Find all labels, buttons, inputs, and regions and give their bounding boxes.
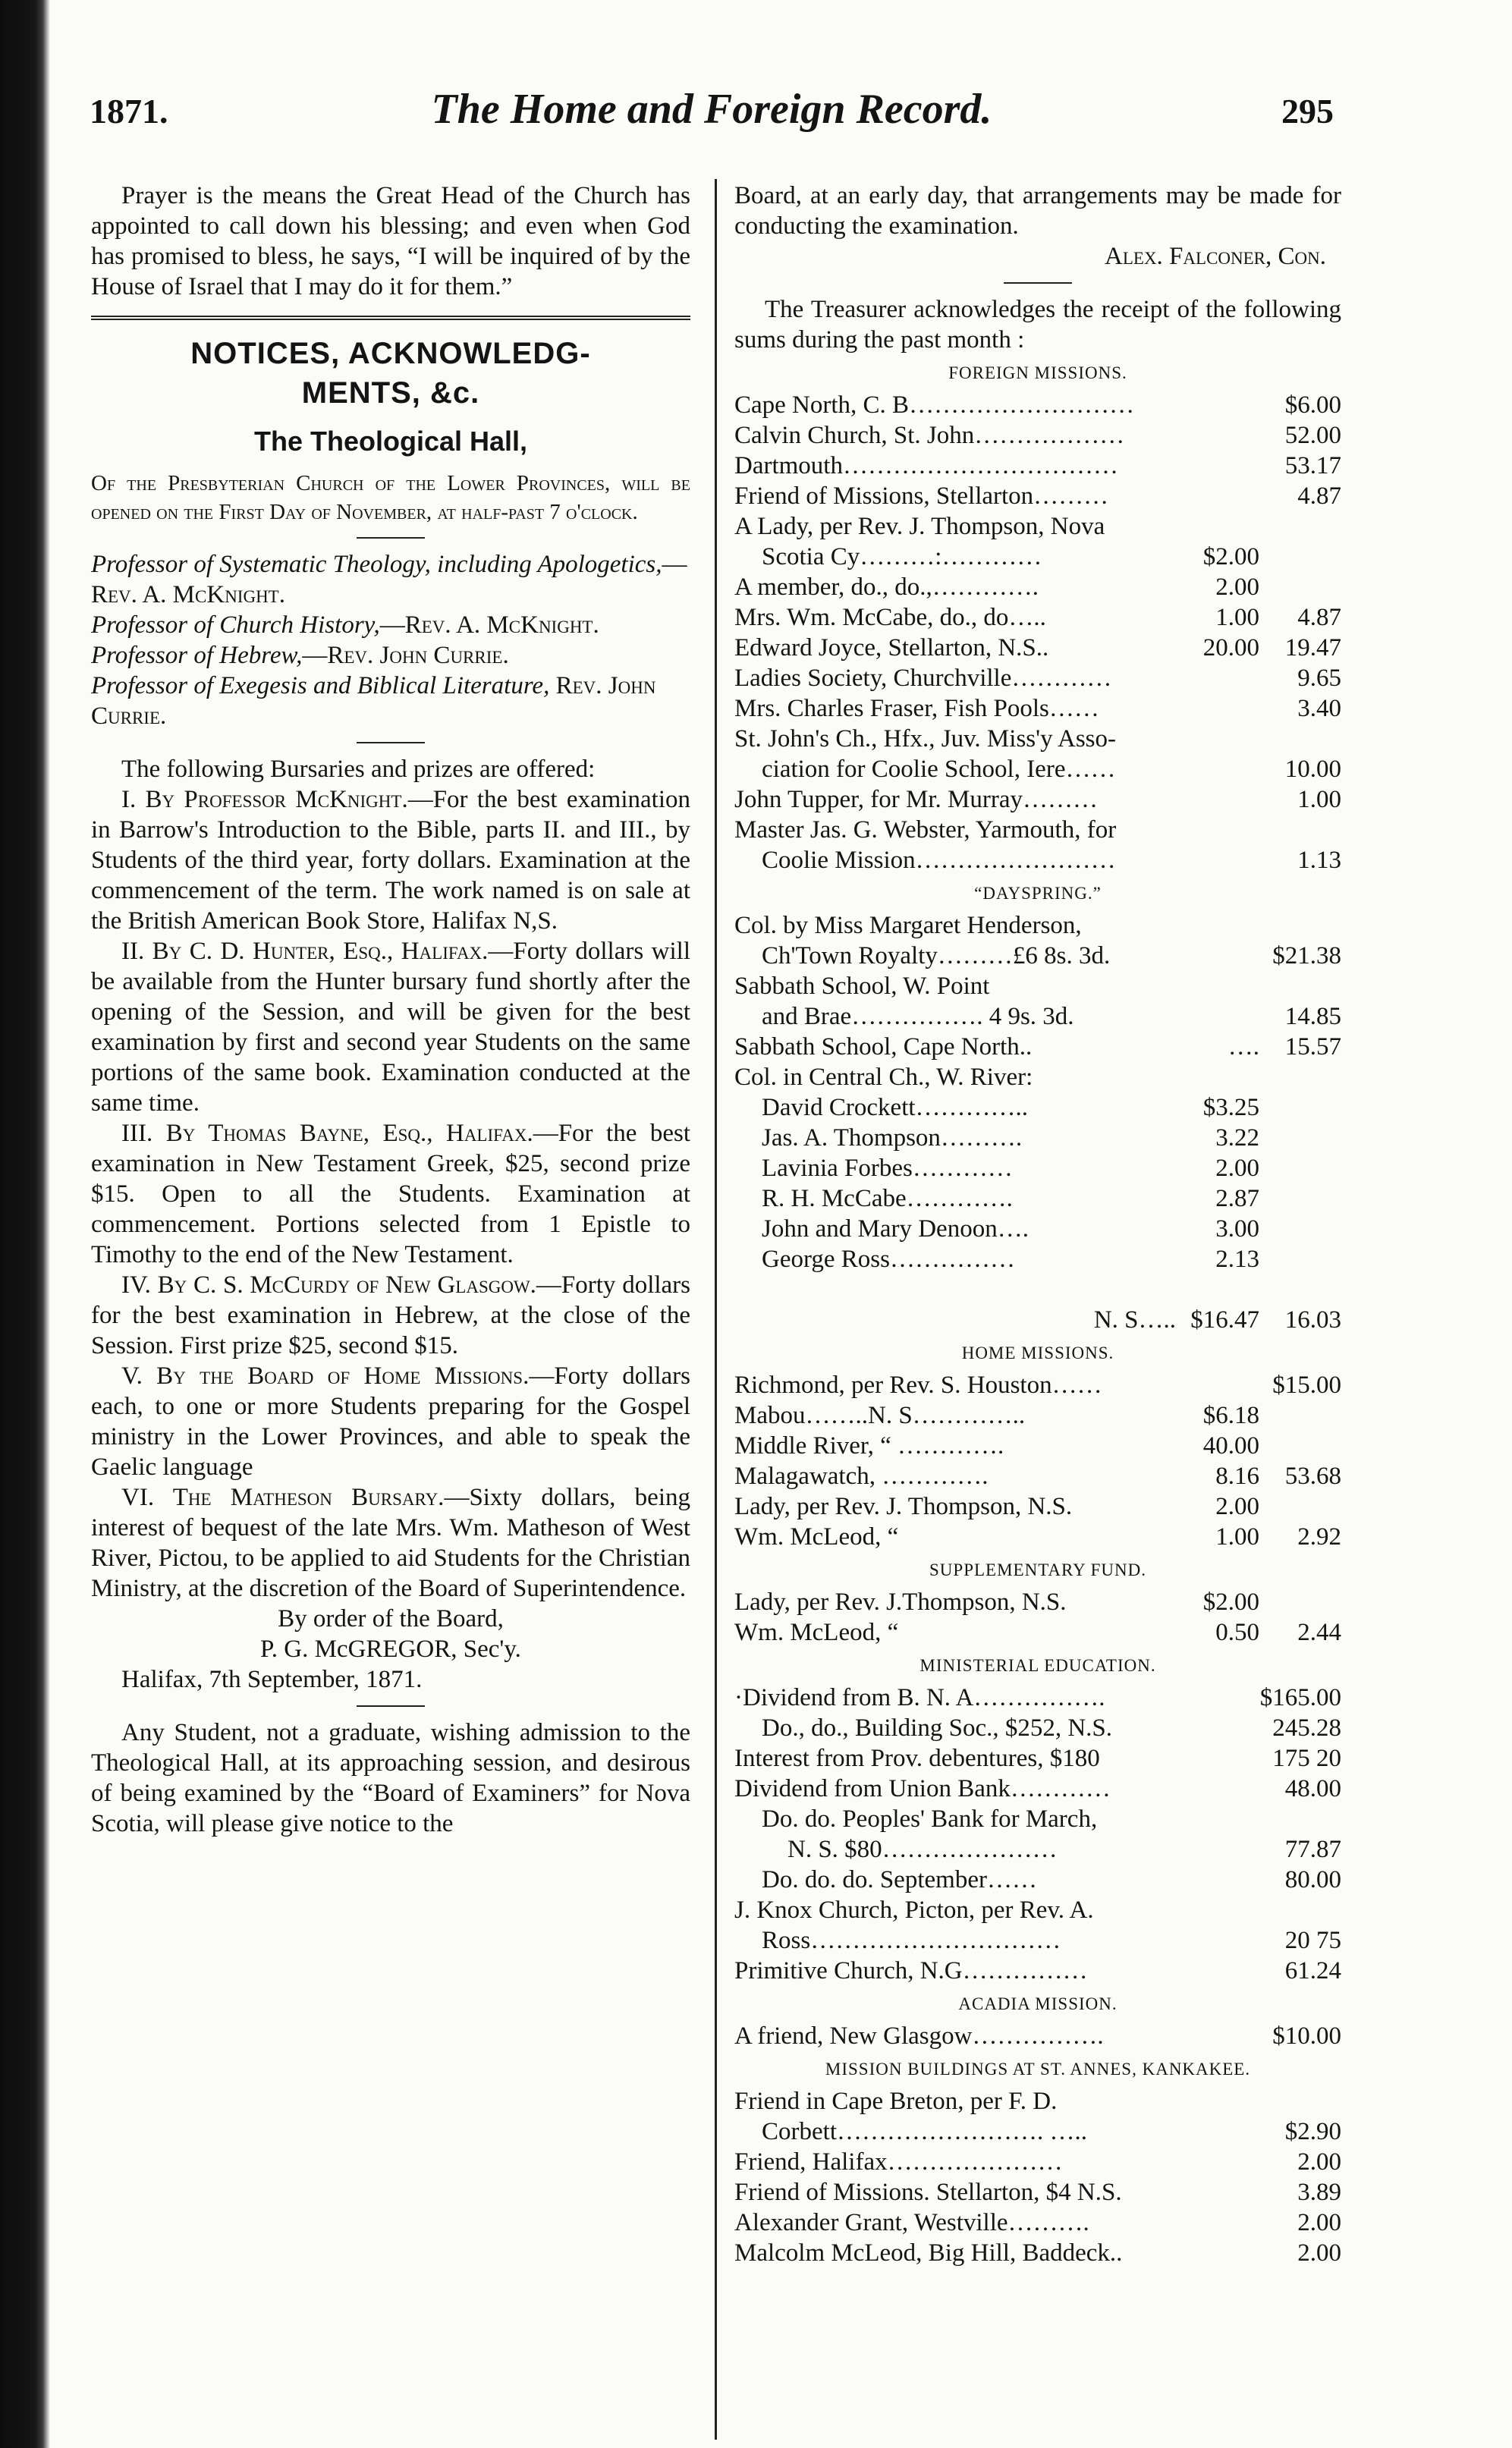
entry-description: Lavinia Forbes………… (762, 1155, 1013, 1182)
ledger-acadia (734, 2021, 1341, 2051)
section-heading-home: HOME MISSIONS. (961, 1343, 1114, 1362)
entry-total: 2.44 (1297, 1619, 1341, 1646)
entry-description: Richmond, per Rev. S. Houston…… (734, 1372, 1102, 1399)
ledger-entry (734, 941, 1341, 971)
entry-description: Lady, per Rev. J. Thompson, N.S. (734, 1493, 1073, 1520)
ledger-entry (734, 2021, 1341, 2051)
ledger-entry (734, 693, 1341, 724)
entry-total: $2.90 (1284, 2118, 1341, 2145)
entry-total: 245.28 (1272, 1714, 1341, 1742)
entry-total: 52.00 (1284, 422, 1341, 449)
ledger-entry (734, 1370, 1341, 1400)
entry-total: 20 75 (1284, 1927, 1341, 1954)
entry-total: 10.00 (1284, 756, 1341, 783)
professor-3: Professor of Hebrew,—Rev. John Currie. (91, 642, 509, 669)
ledger-entry (734, 1587, 1341, 1617)
entry-description: Calvin Church, St. John……………… (734, 422, 1125, 449)
entry-total: 19.47 (1284, 634, 1341, 661)
entry-description: J. Knox Church, Picton, per Rev. A. (734, 1896, 1094, 1924)
ledger-entry (734, 2116, 1341, 2147)
hall-title: The Theological Hall, (253, 426, 528, 457)
ledger-entry (734, 1092, 1341, 1123)
ledger-entry (734, 1895, 1341, 1925)
professor-4: Professor of Exegesis and Biblical Literature, Rev. John Currie. (91, 672, 656, 730)
entry-description: Col. in Central Ch., W. River: (734, 1064, 1033, 1091)
entry-description: Malagawatch, …………. (734, 1463, 989, 1490)
entry-description: Friend of Missions, Stellarton……… (734, 482, 1109, 510)
ledger-entry (734, 1925, 1341, 1956)
entry-description: Master Jas. G. Webster, Yarmouth, for (734, 816, 1117, 844)
entry-total: 2.92 (1297, 1523, 1341, 1551)
ledger-foreign (734, 390, 1341, 875)
entry-amount: $2.00 (1202, 543, 1259, 570)
left-column (91, 181, 690, 1839)
ledger-entry (734, 815, 1341, 845)
short-rule (357, 537, 425, 539)
ns-total-amount: $16.47 (1190, 1306, 1259, 1334)
notices-heading-line2: MENTS, &c. (301, 376, 480, 410)
ledger-entry (734, 481, 1341, 511)
header-year: 1871. (90, 92, 168, 130)
entry-total: 3.89 (1297, 2179, 1341, 2206)
entry-total: 4.87 (1297, 482, 1341, 510)
treasurer-note: The Treasurer acknowledges the receipt of the following sums during the past month : (734, 296, 1341, 354)
entry-total: $21.38 (1272, 942, 1341, 969)
page-number: 295 (1281, 92, 1334, 130)
ledger-entry (734, 1522, 1341, 1552)
ledger-entry (734, 1153, 1341, 1183)
entry-amount: 3.22 (1215, 1124, 1259, 1152)
entry-description: Friend in Cape Breton, per F. D. (734, 2088, 1058, 2115)
ledger-entry (734, 602, 1341, 633)
hall-opening-notice: Of the Presbyterian Church of the Lower Provinces, will be opened on the First Day of November, at half-past 7 o'clock. (91, 471, 690, 524)
entry-total: $165.00 (1259, 1684, 1341, 1711)
column-divider (715, 179, 717, 2440)
entry-description: A member, do., do.,…………. (734, 574, 1039, 601)
entry-description: Ch'Town Royalty………£6 8s. 3d. (762, 942, 1111, 969)
entry-total: 1.13 (1297, 847, 1341, 874)
professor-2: Professor of Church History,—Rev. A. McKnight. (91, 611, 599, 639)
entry-total: $15.00 (1272, 1372, 1341, 1399)
entry-amount: 8.16 (1215, 1463, 1259, 1490)
entry-description: Wm. McLeod, “ (734, 1523, 899, 1551)
entry-amount: 3.00 (1215, 1215, 1259, 1243)
ledger-entry (734, 1713, 1341, 1743)
entry-total: 53.17 (1284, 452, 1341, 479)
entry-amount: 2.87 (1215, 1185, 1259, 1212)
ledger-entry (734, 663, 1341, 693)
entry-description: Do., do., Building Soc., $252, N.S. (762, 1714, 1113, 1742)
notices-heading-line1: NOTICES, ACKNOWLEDG- (190, 337, 591, 370)
ledger-entry (734, 1032, 1341, 1062)
entry-total: 80.00 (1284, 1866, 1341, 1893)
short-rule (1004, 282, 1072, 284)
entry-total: 2.00 (1297, 2148, 1341, 2176)
bursary-3: III. By Thomas Bayne, Esq., Halifax.—For the best examination in New Testament Greek, $25, second prize $15. Open to all the Students. Examination at commencement. Portions selected from 1 Epistle to Timothy to the end of the New Testament. (91, 1120, 690, 1268)
ledger-ministerial (734, 1683, 1341, 1986)
ledger-entry (734, 1001, 1341, 1032)
ledger-entry (734, 971, 1341, 1001)
ledger-entry (734, 845, 1341, 875)
entry-total: 2.00 (1297, 2209, 1341, 2236)
entry-description: St. John's Ch., Hfx., Juv. Miss'y Asso- (734, 725, 1117, 753)
section-heading-dayspring: “DAYSPRING.” (974, 884, 1102, 903)
ledger-entry (734, 542, 1341, 572)
entry-description: George Ross…………… (762, 1246, 1015, 1273)
ledger-entry (734, 1062, 1341, 1092)
ledger-entry (734, 1743, 1341, 1774)
dateline: Halifax, 7th September, 1871. (121, 1666, 423, 1693)
ledger-entry (734, 2177, 1341, 2208)
short-rule (357, 1705, 425, 1707)
entry-description: A friend, New Glasgow……………. (734, 2022, 1104, 2050)
ledger-entry (734, 1431, 1341, 1461)
entry-description: Ladies Society, Churchville………… (734, 665, 1112, 692)
section-heading-foreign: FOREIGN MISSIONS. (948, 363, 1127, 382)
signature: P. G. McGREGOR, Sec'y. (260, 1636, 521, 1663)
ledger-entry (734, 390, 1341, 420)
entry-amount: 1.00 (1215, 1523, 1259, 1551)
entry-description: Friend of Missions. Stellarton, $4 N.S. (734, 2179, 1122, 2206)
bursary-2: II. By C. D. Hunter, Esq., Halifax.—Forty dollars will be available from the Hunter bursary fund shortly after the opening of the Session, and will be given for the best examination by first and second year Students on the same portions of the same book. Examination conducted at the same time. (91, 938, 690, 1117)
bursary-6: VI. The Matheson Bursary.—Sixty dollars, being interest of bequest of the late Mrs. Wm. Matheson of West River, Pictou, to be applied to aid Students for the Christian Ministry, at the discretion of the Board of Superintendence. (91, 1484, 690, 1602)
ledger-entry (734, 1865, 1341, 1895)
by-order: By order of the Board, (278, 1605, 504, 1633)
ledger-entry (734, 1804, 1341, 1834)
ledger-entry (734, 2147, 1341, 2177)
entry-description: David Crockett………….. (762, 1094, 1029, 1121)
ledger-entry (734, 910, 1341, 941)
ledger-entry (734, 633, 1341, 663)
ledger-entry (734, 511, 1341, 542)
ledger-entry (734, 1183, 1341, 1214)
entry-total: 4.87 (1297, 604, 1341, 631)
page-header (90, 85, 1334, 146)
entry-total: 9.65 (1297, 665, 1341, 692)
entry-description: Scotia Cy………:………… (762, 543, 1042, 570)
entry-description: Col. by Miss Margaret Henderson, (734, 912, 1082, 939)
ledger-entry (734, 724, 1341, 754)
entry-description: Mabou……..N. S………….. (734, 1402, 1026, 1429)
entry-description: Primitive Church, N.G…………… (734, 1957, 1088, 1984)
entry-amount: 2.00 (1215, 1493, 1259, 1520)
entry-description: and Brae……………. 4 9s. 3d. (762, 1003, 1074, 1030)
entry-description: John and Mary Denoon…. (762, 1215, 1029, 1243)
ledger-dayspring (734, 910, 1341, 1274)
entry-description: Jas. A. Thompson………. (762, 1124, 1023, 1152)
ledger-supplementary (734, 1587, 1341, 1648)
entry-description: A Lady, per Rev. J. Thompson, Nova (734, 513, 1105, 540)
entry-description: N. S. $80………………… (787, 1836, 1058, 1863)
professor-1: Professor of Systematic Theology, including Apologetics,—Rev. A. McKnight. (91, 551, 687, 608)
entry-total: 61.24 (1284, 1957, 1341, 1984)
entry-description: Wm. McLeod, “ (734, 1619, 899, 1646)
binding-edge (0, 0, 50, 2448)
entry-amount: 40.00 (1202, 1432, 1259, 1460)
entry-description: Sabbath School, Cape North.. (734, 1033, 1033, 1061)
entry-description: R. H. McCabe…………. (762, 1185, 1013, 1212)
entry-description: Alexander Grant, Westville………. (734, 2209, 1089, 2236)
entry-description: John Tupper, for Mr. Murray……… (734, 786, 1099, 813)
entry-amount: $3.25 (1202, 1094, 1259, 1121)
entry-total: $6.00 (1284, 391, 1341, 419)
entry-amount: 2.00 (1215, 1155, 1259, 1182)
entry-description: Cape North, C. B……………………… (734, 391, 1135, 419)
section-heading-ministerial: MINISTERIAL EDUCATION. (919, 1656, 1156, 1675)
entry-description: Edward Joyce, Stellarton, N.S.. (734, 634, 1049, 661)
ledger-entry (734, 420, 1341, 451)
continued-paragraph: Board, at an early day, that arrangements may be made for conducting the examination. (734, 182, 1341, 240)
entry-total: $10.00 (1272, 2022, 1341, 2050)
ns-total-row (734, 1305, 1341, 1335)
entry-description: Sabbath School, W. Point (734, 973, 990, 1000)
ledger-entry (734, 1774, 1341, 1804)
entry-description: Do. do. Peoples' Bank for March, (762, 1805, 1098, 1833)
entry-description: ·Dividend from B. N. A……………. (734, 1684, 1105, 1711)
entry-amount: …. (1228, 1033, 1259, 1061)
entry-description: Malcolm McLeod, Big Hill, Baddeck.. (734, 2239, 1123, 2267)
entry-amount: 0.50 (1215, 1619, 1259, 1646)
section-heading-buildings: MISSION BUILDINGS AT ST. ANNES, KANKAKEE. (825, 2060, 1251, 2079)
entry-total: 15.57 (1284, 1033, 1341, 1061)
section-heading-supplementary: SUPPLEMENTARY FUND. (929, 1560, 1146, 1579)
ledger-entry (734, 1956, 1341, 1986)
entry-description: Coolie Mission…………………… (762, 847, 1116, 874)
ledger-entry (734, 784, 1341, 815)
bursary-intro: The following Bursaries and prizes are offered: (121, 756, 596, 783)
ledger-entry (734, 1617, 1341, 1648)
ledger-entry (734, 1834, 1341, 1865)
bursary-1: I. By Professor McKnight.—For the best examination in Barrow's Introduction to the Bible, parts II. and III., by Students of the third year, forty dollars. Examination at the commencement of the term. The work named is on sale at the British American Book Store, Halifax N,S. (91, 786, 690, 935)
entry-total: 48.00 (1284, 1775, 1341, 1802)
ledger-entry (734, 451, 1341, 481)
ledger-entry (734, 1400, 1341, 1431)
entry-total: 175 20 (1272, 1745, 1341, 1772)
ledger-entry (734, 1461, 1341, 1491)
entry-total: 2.00 (1297, 2239, 1341, 2267)
entry-amount: 20.00 (1202, 634, 1259, 661)
bursary-4: IV. By C. S. McCurdy of New Glasgow.—Forty dollars for the best examination in Hebrew, at the close of the Session. First prize $25, second $15. (91, 1271, 691, 1359)
entry-total: 1.00 (1297, 786, 1341, 813)
ledger-entry (734, 2086, 1341, 2116)
entry-description: Middle River, “ …………. (734, 1432, 1004, 1460)
right-column (734, 181, 1341, 2268)
ledger-entry (734, 2238, 1341, 2268)
entry-description: Mrs. Charles Fraser, Fish Pools…… (734, 695, 1099, 722)
ns-total-sum: 16.03 (1284, 1306, 1341, 1334)
entry-description: Friend, Halifax………………… (734, 2148, 1063, 2176)
entry-description: Ross………………………… (762, 1927, 1061, 1954)
section-rule (91, 316, 690, 320)
entry-amount: 1.00 (1215, 604, 1259, 631)
bursary-5: V. By the Board of Home Missions.—Forty dollars each, to one or more Students preparing for the Gospel ministry in the Lower Provinces, and able to speak the Gaelic language (91, 1362, 691, 1481)
ledger-entry (734, 572, 1341, 602)
entry-total: 3.40 (1297, 695, 1341, 722)
entry-total: 53.68 (1284, 1463, 1341, 1490)
ns-total-label: N. S….. (1093, 1306, 1176, 1334)
ledger-entry (734, 1244, 1341, 1274)
entry-amount: $2.00 (1202, 1589, 1259, 1616)
section-heading-acadia: ACADIA MISSION. (958, 1994, 1117, 2013)
prayer-paragraph: Prayer is the means the Great Head of the Church has appointed to call down his blessing; and even when God has promised to bless, he says, “I will be inquired of by the House of Israel that I may do it for them.” (91, 182, 690, 300)
entry-description: ciation for Coolie School, Iere…… (762, 756, 1116, 783)
ledger-entry (734, 754, 1341, 784)
ledger-entry (734, 1214, 1341, 1244)
ledger-home (734, 1370, 1341, 1552)
entry-description: Do. do. do. September…… (762, 1866, 1037, 1893)
notices-heading (91, 334, 690, 413)
entry-total: 14.85 (1284, 1003, 1341, 1030)
ledger-entry (734, 1683, 1341, 1713)
ledger-entry (734, 2208, 1341, 2238)
entry-description: Interest from Prov. debentures, $180 (734, 1745, 1100, 1772)
entry-description: Dividend from Union Bank………… (734, 1775, 1111, 1802)
entry-description: Corbett……………………. ….. (762, 2118, 1087, 2145)
entry-total: 77.87 (1284, 1836, 1341, 1863)
entry-description: Dartmouth…………………………… (734, 452, 1118, 479)
ledger-entry (734, 1123, 1341, 1153)
ledger-buildings (734, 2086, 1341, 2268)
any-student-notice: Any Student, not a graduate, wishing admission to the Theological Hall, at its approaching session, and desirous of being examined by the “Board of Examiners” for Nova Scotia, will please give notice to the (91, 1719, 690, 1837)
convener-signature: Alex. Falconer, Con. (1105, 243, 1326, 270)
entry-amount: $6.18 (1202, 1402, 1259, 1429)
ledger-entry (734, 1491, 1341, 1522)
entry-description: Lady, per Rev. J.Thompson, N.S. (734, 1589, 1067, 1616)
entry-amount: 2.00 (1215, 574, 1259, 601)
short-rule (357, 742, 425, 743)
entry-amount: 2.13 (1215, 1246, 1259, 1273)
entry-description: Mrs. Wm. McCabe, do., do….. (734, 604, 1046, 631)
header-title: The Home and Foreign Record. (431, 86, 992, 133)
